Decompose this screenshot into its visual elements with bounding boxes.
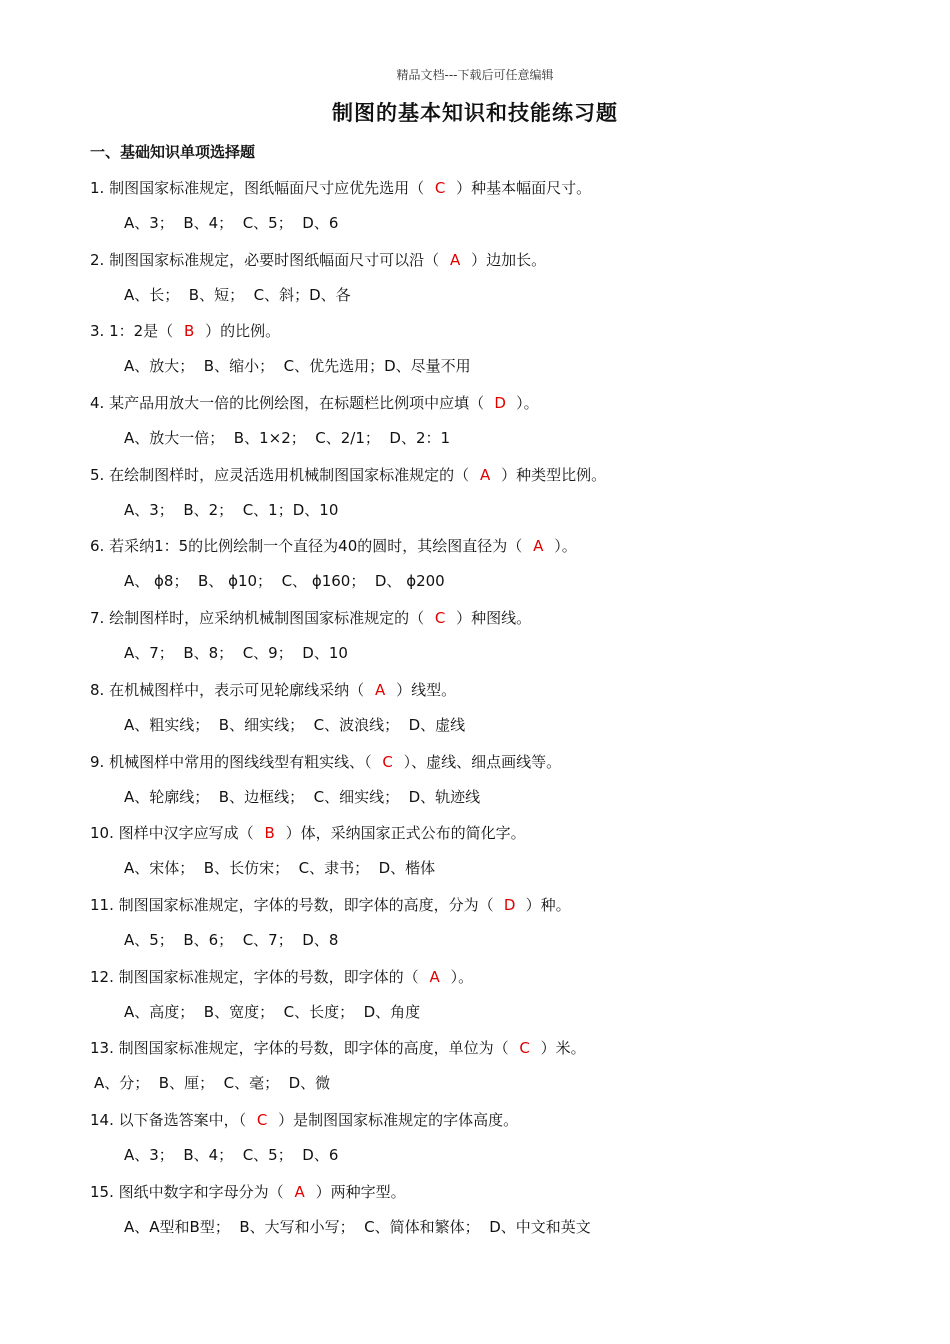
- answer-letter: A: [479, 465, 491, 484]
- question-stem: 12. 制图国家标准规定，字体的号数，即字体的（: [90, 967, 419, 986]
- answer-letter: C: [434, 609, 446, 628]
- question-stem: 10. 图样中汉字应写成（: [90, 824, 254, 843]
- section-heading: 一、基础知识单项选择题: [90, 143, 256, 161]
- question-stem: 5. 在绘制图样时，应灵活选用机械制图国家标准规定的（: [90, 465, 470, 484]
- question-item: [0, 891, 950, 963]
- answer-options: A、3； B、2； C、1；D、10: [124, 500, 339, 519]
- answer-letter: C: [256, 1110, 268, 1129]
- question-stem: 4. 某产品用放大一倍的比例绘图，在标题栏比例项中应填（: [90, 394, 485, 413]
- question-text: [90, 819, 526, 847]
- question-stem: 13. 制图国家标准规定，字体的号数，即字体的高度，单位为（: [90, 1039, 509, 1058]
- answer-letter: D: [503, 895, 516, 914]
- answer-options: A、高度； B、宽度； C、长度； D、角度: [124, 1002, 421, 1021]
- question-tail: ）种类型比例。: [501, 465, 607, 484]
- answer-letter: A: [294, 1182, 305, 1201]
- answer-letter: A: [449, 250, 461, 269]
- question-tail: ）边加长。: [471, 250, 547, 269]
- question-stem: 11. 制图国家标准规定，字体的号数，即字体的高度，分为（: [90, 895, 494, 914]
- answer-options: A、3； B、4； C、5； D、6: [124, 214, 339, 232]
- header-note: 精品文档---下载后可任意编辑: [396, 68, 554, 82]
- answer-letter: B: [264, 824, 275, 843]
- question-item: [0, 676, 950, 748]
- question-text: [90, 676, 456, 704]
- question-tail: ）。: [516, 394, 539, 413]
- question-text: [90, 246, 546, 274]
- question-tail: ）体，采纳国家正式公布的简化字。: [285, 824, 526, 843]
- question-tail: ）种基本幅面尺寸。: [456, 179, 592, 197]
- question-tail: ）种。: [525, 895, 571, 914]
- answer-options: A、放大一倍； B、1×2； C、2/1； D、2：1: [124, 429, 451, 448]
- question-stem: 9. 机械图样中常用的图线线型有粗实线、（: [90, 752, 372, 771]
- question-list: [0, 174, 950, 1249]
- answer-letter: A: [374, 680, 386, 699]
- question-text: [90, 748, 561, 776]
- question-text: [90, 461, 606, 489]
- question-text: [90, 317, 280, 345]
- answer-letter: B: [184, 322, 195, 341]
- question-stem: 15. 图纸中数字和字母分为（: [90, 1182, 284, 1201]
- question-tail: ）。: [554, 537, 577, 556]
- answer-options: A、3； B、4； C、5； D、6: [124, 1145, 339, 1164]
- question-item: [0, 1178, 950, 1250]
- question-item: [0, 174, 950, 246]
- question-item: [0, 604, 950, 676]
- question-item: [0, 1034, 950, 1106]
- question-item: [0, 963, 950, 1035]
- question-text: [90, 174, 591, 202]
- answer-options: A、5； B、6； C、7； D、8: [124, 930, 339, 949]
- answer-options: A、轮廓线； B、边框线； C、细实线； D、轨迹线: [124, 787, 481, 806]
- question-tail: ）两种字型。: [315, 1182, 406, 1201]
- question-text: [90, 389, 539, 417]
- question-stem: 7. 绘制图样时，应采纳机械制图国家标准规定的（: [90, 609, 425, 628]
- answer-letter: D: [494, 394, 506, 413]
- question-stem: 2. 制图国家标准规定，必要时图纸幅面尺寸可以沿（: [90, 250, 440, 269]
- question-stem: 1. 制图国家标准规定，图纸幅面尺寸应优先选用（: [90, 179, 425, 197]
- question-text: [90, 963, 473, 991]
- question-tail: ）是制图国家标准规定的字体高度。: [278, 1110, 519, 1129]
- answer-options: A、 ϕ8； B、 ϕ10； C、 ϕ160； D、 ϕ200: [124, 572, 445, 591]
- answer-options: A、粗实线； B、细实线； C、波浪线； D、虚线: [124, 715, 466, 734]
- answer-letter: A: [533, 537, 544, 556]
- answer-options: A、放大； B、缩小； C、优先选用；D、尽量不用: [124, 357, 471, 376]
- question-text: [90, 891, 571, 919]
- question-item: [0, 819, 950, 891]
- answer-options: A、分； B、厘； C、毫； D、微: [94, 1074, 331, 1093]
- document-title: 制图的基本知识和技能练习题: [332, 101, 618, 125]
- question-text: [90, 1178, 406, 1206]
- question-tail: ）种图线。: [456, 609, 532, 628]
- question-stem: 14. 以下备选答案中，（: [90, 1110, 247, 1129]
- answer-letter: A: [429, 967, 440, 986]
- question-text: [90, 532, 577, 560]
- question-item: [0, 246, 950, 318]
- question-tail: ）米。: [540, 1039, 586, 1058]
- question-text: [90, 1034, 586, 1062]
- question-item: [0, 532, 950, 604]
- question-stem: 3. 1：2是（: [90, 322, 174, 341]
- answer-letter: C: [382, 752, 393, 771]
- question-text: [90, 1106, 518, 1134]
- answer-letter: C: [519, 1039, 530, 1058]
- question-item: [0, 461, 950, 533]
- question-tail: ）、虚线、细点画线等。: [403, 752, 562, 771]
- answer-letter: C: [434, 179, 446, 197]
- question-stem: 6. 若采纳1：5的比例绘制一个直径为40的圆时，其绘图直径为（: [90, 537, 523, 556]
- question-item: [0, 389, 950, 461]
- question-tail: ）线型。: [396, 680, 457, 699]
- question-tail: ）的比例。: [205, 322, 281, 341]
- question-item: [0, 1106, 950, 1178]
- answer-options: A、7； B、8； C、9； D、10: [124, 644, 348, 663]
- question-item: [0, 748, 950, 820]
- question-text: [90, 604, 531, 632]
- answer-options: A、长； B、短； C、斜；D、各: [124, 285, 351, 304]
- question-stem: 8. 在机械图样中，表示可见轮廓线采纳（: [90, 680, 365, 699]
- question-tail: ）。: [450, 967, 474, 986]
- question-item: [0, 317, 950, 389]
- answer-options: A、宋体； B、长仿宋； C、隶书； D、楷体: [124, 859, 436, 878]
- answer-options: A、A型和B型； B、大写和小写； C、简体和繁体； D、中文和英文: [124, 1217, 591, 1236]
